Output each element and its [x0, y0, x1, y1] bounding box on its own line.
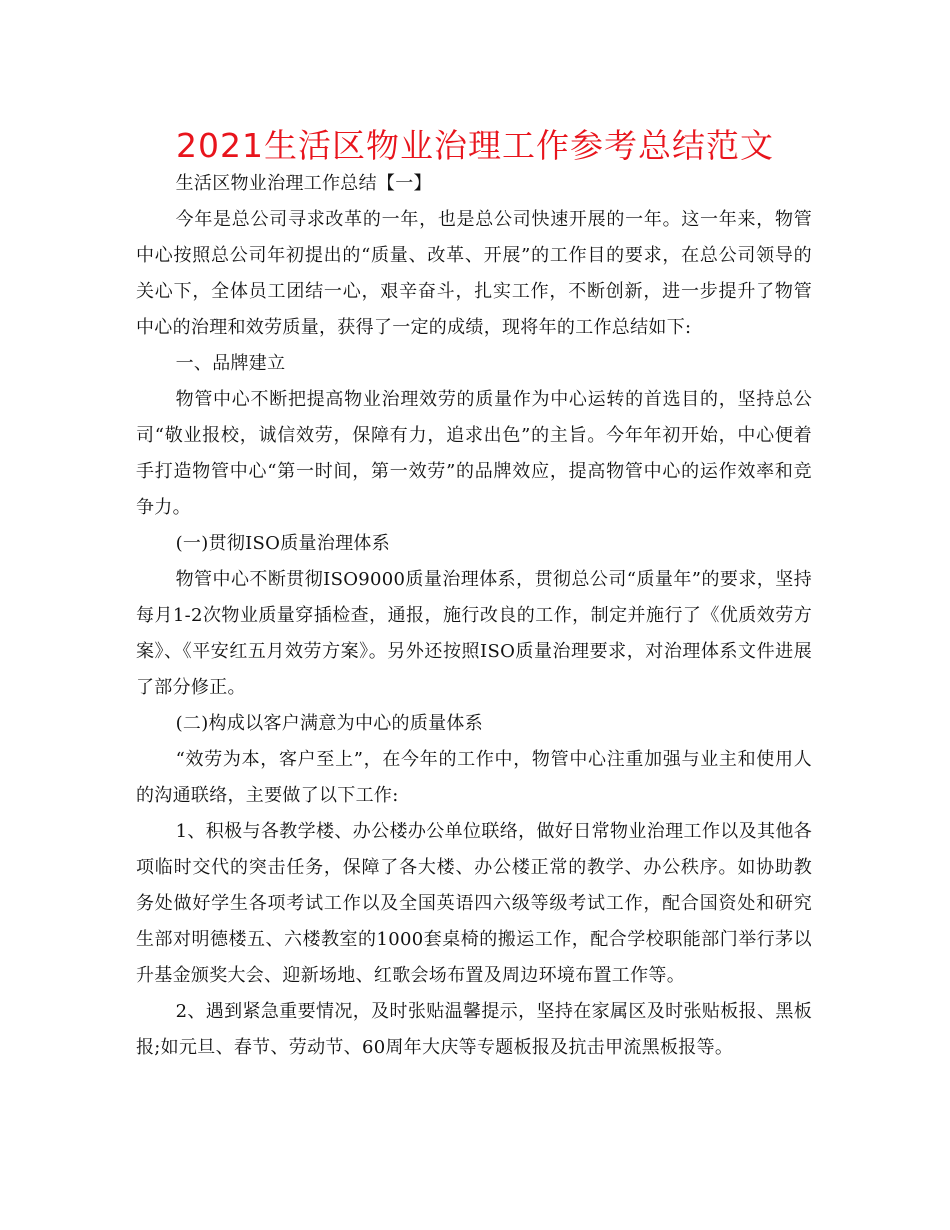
paragraph: 物管中心不断贯彻ISO9000质量治理体系，贯彻总公司“质量年”的要求，坚持每月1-2次物业质量穿插检查，通报，施行改良的工作，制定并施行了《优质效劳方案》、《平安红五月效劳方案》。另外还按照ISO质量治理要求，对治理体系文件进展了部分修正。: [136, 569, 812, 698]
document-title: 2021生活区物业治理工作参考总结范文: [176, 126, 774, 165]
section-heading: 生活区物业治理工作总结【一】: [175, 173, 432, 194]
document-body: [136, 166, 812, 1066]
section-heading: 一、品牌建立: [175, 353, 286, 374]
paragraph: 今年是总公司寻求改革的一年，也是总公司快速开展的一年。这一年来，物管中心按照总公司年初提出的“质量、改革、开展”的工作目的要求，在总公司领导的关心下，全体员工团结一心，艰辛奋斗，扎实工作，不断创新，进一步提升了物管中心的治理和效劳质量，获得了一定的成绩，现将年的工作总结如下:: [136, 209, 812, 338]
paragraph: “效劳为本，客户至上”，在今年的工作中，物管中心注重加强与业主和使用人的沟通联络，主要做了以下工作:: [136, 749, 812, 806]
subsection-heading: (二)构成以客户满意为中心的质量体系: [175, 713, 484, 734]
paragraph: 物管中心不断把提高物业治理效劳的质量作为中心运转的首选目的，坚持总公司“敬业报校，诚信效劳，保障有力，追求出色”的主旨。今年年初开始，中心便着手打造物管中心“第一时间，第一效劳”的品牌效应，提高物管中心的运作效率和竞争力。: [136, 389, 812, 518]
subsection-heading: (一)贯彻ISO质量治理体系: [175, 533, 391, 554]
list-paragraph: 1、积极与各教学楼、办公楼办公单位联络，做好日常物业治理工作以及其他各项临时交代的突击任务，保障了各大楼、办公楼正常的教学、办公秩序。如协助教务处做好学生各项考试工作以及全国英语四六级等级考试工作，配合国资处和研究生部对明德楼五、六楼教室的1000套桌椅的搬运工作，配合学校职能部门举行茅以升基金颁奖大会、迎新场地、红歌会场布置及周边环境布置工作等。: [136, 821, 812, 986]
list-paragraph: 2、遇到紧急重要情况，及时张贴温馨提示，坚持在家属区及时张贴板报、黑板报;如元旦、春节、劳动节、60周年大庆等专题板报及抗击甲流黑板报等。: [136, 1001, 812, 1058]
